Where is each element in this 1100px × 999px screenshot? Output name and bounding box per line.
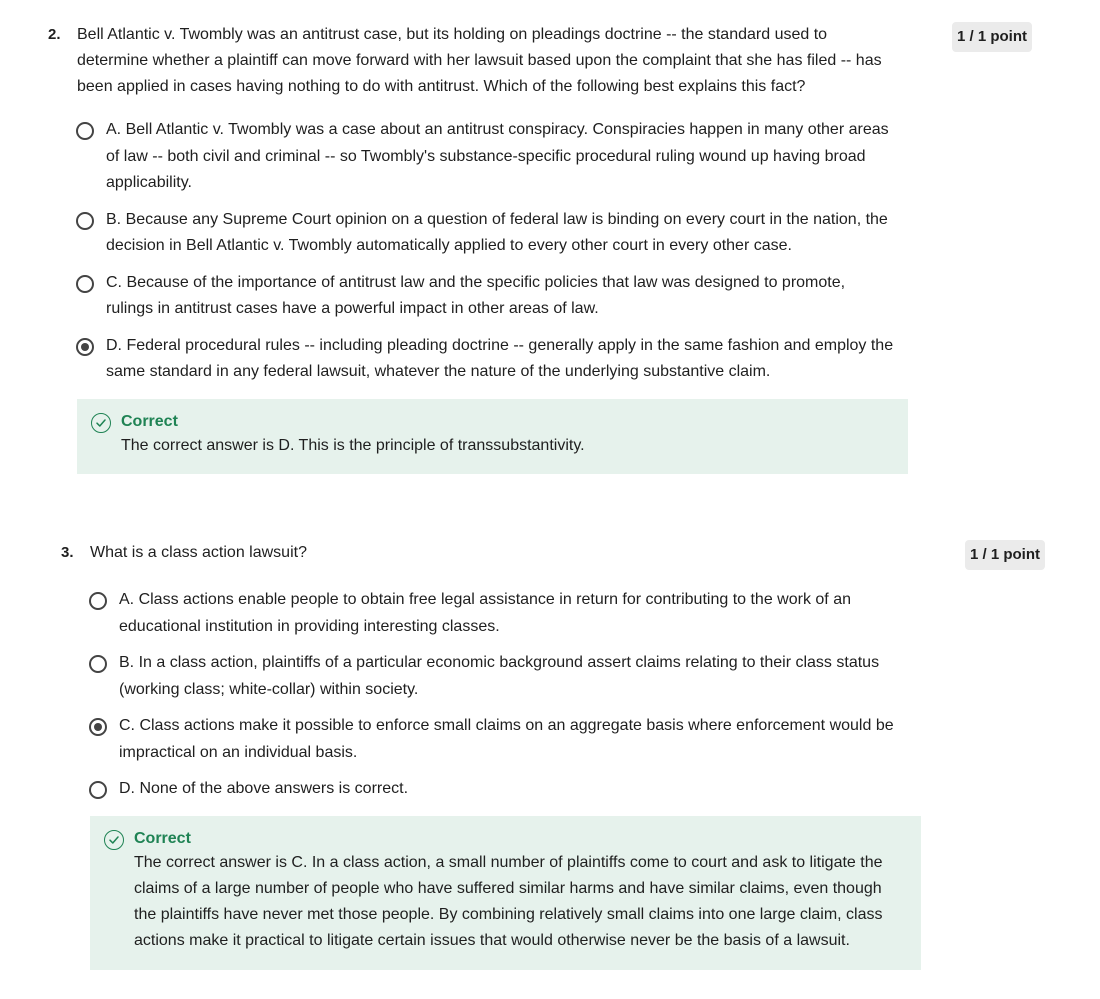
option-d[interactable] <box>89 779 1061 803</box>
feedback-text: The correct answer is C. In a class action, a small number of plaintiffs come to court and ask to litigate the claims of a large number of people who have suffered similar harms and have similar claims, even though the plaintiffs have never met those people. By combining relatively small claims into one large claim, class actions make it practical to litigate certain issues that would otherwise never be the basis of a lawsuit. <box>134 853 883 949</box>
feedback-box <box>77 399 908 474</box>
option-a[interactable] <box>76 120 1048 197</box>
option-b[interactable] <box>89 653 1061 703</box>
option-label: A. Bell Atlantic v. Twombly was a case about an antitrust conspiracy. Conspiracies happen in many other areas of law -- both civil and criminal -- so Twombly's substance-specific procedural ruling wound up having broad applicability. <box>106 121 889 191</box>
option-label: B. Because any Supreme Court opinion on a question of federal law is binding on every court in the nation, the decision in Bell Atlantic v. Twombly automatically applied to every other court in every other case. <box>106 210 888 254</box>
option-d[interactable] <box>76 336 1048 386</box>
option-label: C. Because of the importance of antitrust law and the specific policies that law was designed to promote, rulings in antitrust cases have a powerful impact in other areas of law. <box>106 273 846 317</box>
radio-button[interactable] <box>76 338 94 356</box>
check-circle-icon <box>91 413 111 433</box>
feedback-box <box>90 816 921 970</box>
feedback-title: Correct <box>134 829 191 847</box>
feedback-text: The correct answer is D. This is the principle of transsubstantivity. <box>121 436 585 454</box>
option-c[interactable] <box>89 716 1061 766</box>
radio-button[interactable] <box>89 781 107 799</box>
radio-button[interactable] <box>76 122 94 140</box>
feedback-content <box>121 411 585 459</box>
radio-button[interactable] <box>76 275 94 293</box>
check-circle-icon <box>104 830 124 850</box>
question-number: 2. <box>48 26 61 43</box>
radio-button[interactable] <box>89 655 107 673</box>
question-text: What is a class action lawsuit? <box>90 544 307 561</box>
radio-button[interactable] <box>76 212 94 230</box>
question-header <box>61 540 1061 566</box>
radio-button[interactable] <box>89 718 107 736</box>
answer-options <box>76 120 1048 386</box>
option-label: C. Class actions make it possible to enforce small claims on an aggregate basis where enforcement would be impractical on an individual basis. <box>119 717 894 761</box>
option-b[interactable] <box>76 210 1048 260</box>
points-badge: 1 / 1 point <box>952 22 1032 52</box>
option-label: A. Class actions enable people to obtain free legal assistance in return for contributing to the work of an educational institution in providing interesting classes. <box>119 591 851 635</box>
question-2 <box>48 22 1048 474</box>
option-label: B. In a class action, plaintiffs of a particular economic background assert claims relating to their class status (working class; white-collar) within society. <box>119 654 880 698</box>
feedback-title: Correct <box>121 412 178 430</box>
question-3 <box>61 540 1061 970</box>
answer-options <box>89 590 1061 803</box>
question-number: 3. <box>61 544 74 561</box>
points-badge: 1 / 1 point <box>965 540 1045 570</box>
feedback-content <box>134 828 907 954</box>
radio-button[interactable] <box>89 592 107 610</box>
option-c[interactable] <box>76 273 1048 323</box>
question-header <box>48 22 1048 100</box>
question-text: Bell Atlantic v. Twombly was an antitrust case, but its holding on pleadings doctrine -- the standard used to determine whether a plaintiff can move forward with her lawsuit based upon the complaint that she has filed -- has been applied in cases having nothing to do with antitrust. Which of the following best explains this fact? <box>77 26 882 95</box>
option-a[interactable] <box>89 590 1061 640</box>
option-label: D. Federal procedural rules -- including pleading doctrine -- generally apply in the same fashion and employ the same standard in any federal lawsuit, whatever the nature of the underlying substantive claim. <box>106 336 894 380</box>
option-label: D. None of the above answers is correct. <box>119 780 409 797</box>
